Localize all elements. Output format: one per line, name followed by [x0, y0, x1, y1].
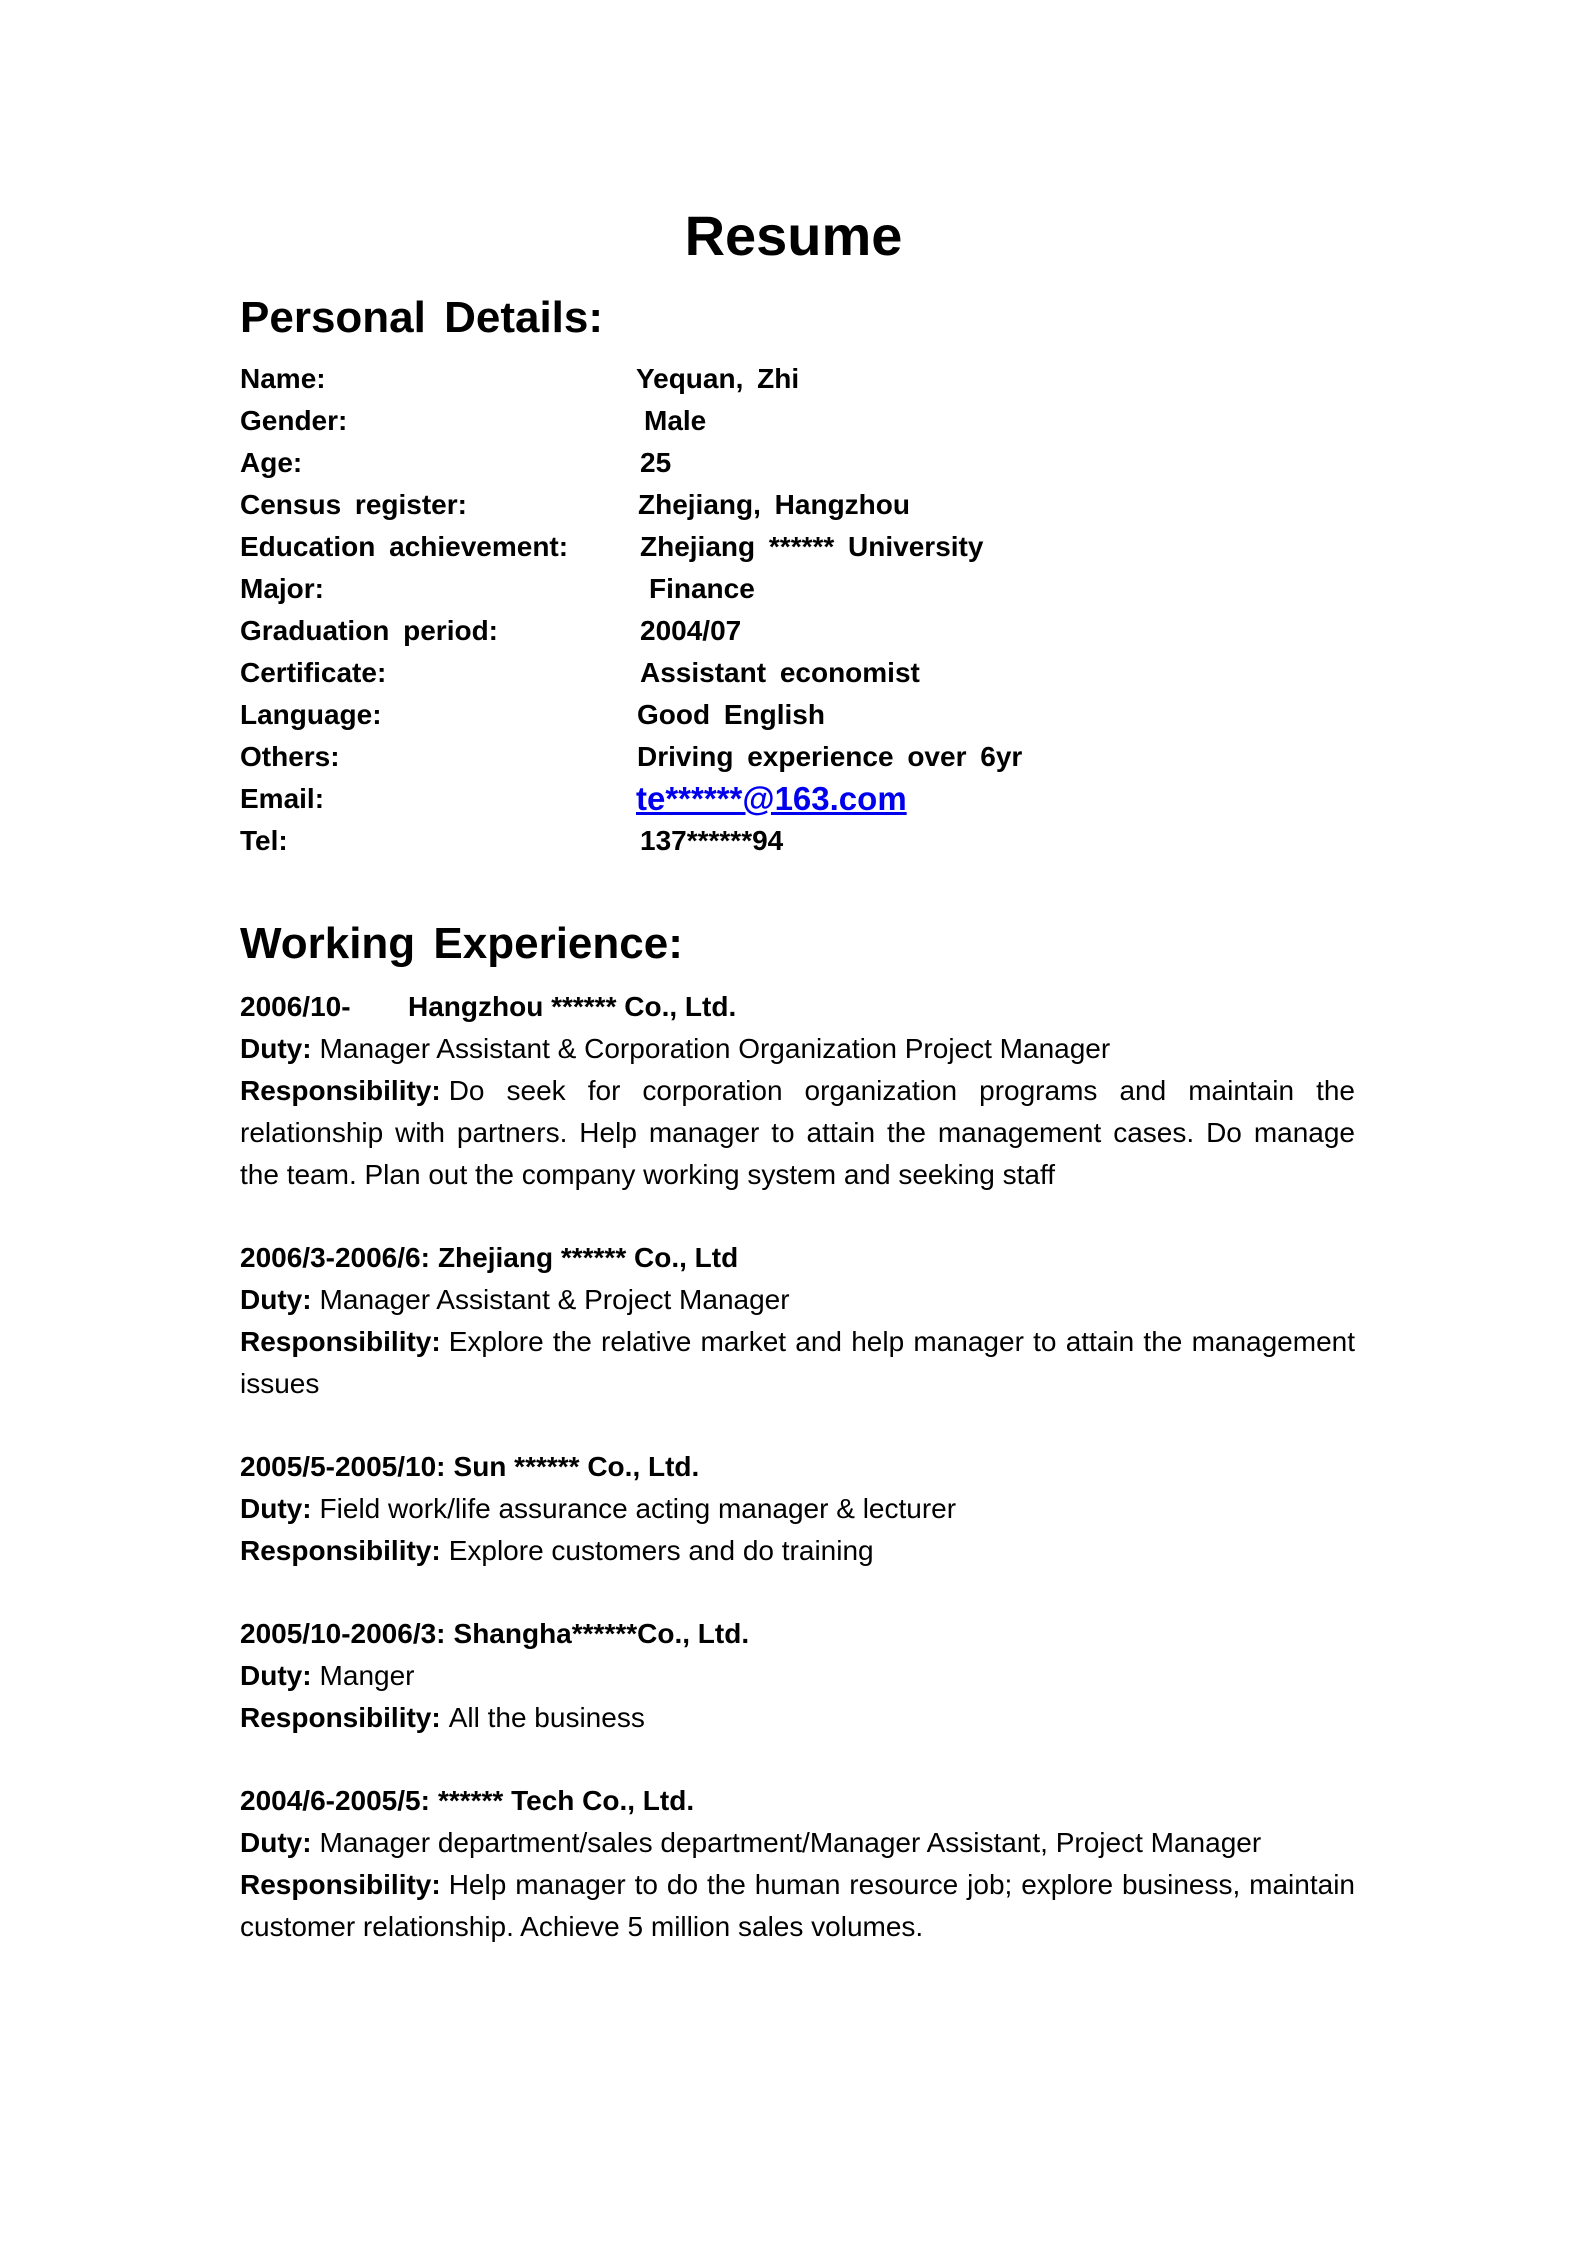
duty-label: Duty: — [240, 1493, 312, 1524]
detail-value: Driving experience over 6yr — [637, 741, 1023, 772]
job-period: 2005/5-2005/10: — [240, 1451, 446, 1482]
page-title: Resume — [684, 204, 903, 267]
duty-text: Manager department/sales department/Manager Assistant, Project Manager — [319, 1827, 1262, 1858]
personal-details-list — [240, 358, 1360, 862]
job-entry — [240, 1780, 1355, 1948]
detail-value: Zhejiang, Hangzhou — [638, 489, 910, 520]
detail-label: Graduation period: — [240, 615, 498, 646]
job-responsibility — [240, 1530, 1355, 1572]
job-entry — [240, 986, 1355, 1196]
working-experience-list — [240, 986, 1355, 1989]
detail-label: Email: — [240, 783, 325, 814]
duty-text: Field work/life assurance acting manager & lecturer — [319, 1493, 957, 1524]
responsibility-text: Do seek for corporation organization programs and maintain the relationship with partners. Help manager to attain the management cases. Do manage the team. Plan out the company working system and seeking staff — [240, 1075, 1355, 1190]
detail-label: Census register: — [240, 489, 467, 520]
responsibility-label: Responsibility: — [240, 1702, 441, 1733]
detail-label: Language: — [240, 699, 382, 730]
detail-label: Gender: — [240, 405, 348, 436]
detail-row-email — [240, 778, 1360, 820]
job-duty — [240, 1279, 1355, 1321]
detail-row-gender — [240, 400, 1360, 442]
detail-value: 2004/07 — [640, 615, 742, 646]
job-company: Zhejiang ****** Co., Ltd — [437, 1242, 739, 1273]
responsibility-text: Explore the relative market and help manager to attain the management issues — [240, 1326, 1355, 1399]
detail-label: Tel: — [240, 825, 288, 856]
responsibility-label: Responsibility: — [240, 1075, 441, 1106]
duty-text: Manager Assistant & Project Manager — [319, 1284, 790, 1315]
responsibility-text: All the business — [448, 1702, 645, 1733]
job-company: Shangha******Co., Ltd. — [453, 1618, 750, 1649]
job-responsibility — [240, 1697, 1355, 1739]
job-company: Hangzhou ****** Co., Ltd. — [408, 991, 737, 1022]
detail-row-name — [240, 358, 1360, 400]
job-responsibility — [240, 1864, 1355, 1948]
job-entry — [240, 1237, 1355, 1405]
responsibility-label: Responsibility: — [240, 1535, 441, 1566]
duty-label: Duty: — [240, 1827, 312, 1858]
detail-row-certificate — [240, 652, 1360, 694]
detail-row-census — [240, 484, 1360, 526]
detail-row-tel — [240, 820, 1360, 862]
duty-text: Manger — [319, 1660, 415, 1691]
detail-row-language — [240, 694, 1360, 736]
duty-label: Duty: — [240, 1033, 312, 1064]
working-experience-heading: Working Experience: — [240, 919, 683, 968]
responsibility-text: Explore customers and do training — [448, 1535, 874, 1566]
job-header — [240, 1613, 1355, 1655]
detail-value: Assistant economist — [640, 657, 920, 688]
detail-label: Major: — [240, 573, 324, 604]
job-entry — [240, 1613, 1355, 1739]
detail-value — [636, 778, 907, 822]
job-responsibility — [240, 1070, 1355, 1196]
job-duty — [240, 1488, 1355, 1530]
duty-text: Manager Assistant & Corporation Organization Project Manager — [319, 1033, 1111, 1064]
detail-value: Finance — [649, 573, 755, 604]
detail-value: Male — [644, 405, 707, 436]
duty-label: Duty: — [240, 1284, 312, 1315]
detail-label: Name: — [240, 363, 326, 394]
job-header — [240, 1446, 1355, 1488]
detail-value: Yequan, Zhi — [636, 363, 800, 394]
detail-value: Zhejiang ****** University — [640, 531, 984, 562]
personal-details-heading: Personal Details: — [240, 293, 604, 342]
job-period: 2005/10-2006/3: — [240, 1618, 446, 1649]
job-company: Sun ****** Co., Ltd. — [453, 1451, 700, 1482]
detail-row-education — [240, 526, 1360, 568]
job-period: 2004/6-2005/5: — [240, 1785, 430, 1816]
job-company: ****** Tech Co., Ltd. — [437, 1785, 695, 1816]
email-link[interactable]: te******@163.com — [636, 780, 907, 817]
responsibility-text: Help manager to do the human resource job; explore business, maintain customer relationship. Achieve 5 million sales volumes. — [240, 1869, 1355, 1942]
detail-label: Others: — [240, 741, 340, 772]
job-duty — [240, 1655, 1355, 1697]
job-period: 2006/3-2006/6: — [240, 1242, 430, 1273]
detail-row-age — [240, 442, 1360, 484]
job-responsibility — [240, 1321, 1355, 1405]
job-duty — [240, 1028, 1355, 1070]
job-period: 2006/10- — [240, 991, 351, 1022]
detail-value: 137******94 — [640, 825, 784, 856]
responsibility-label: Responsibility: — [240, 1869, 441, 1900]
detail-row-major — [240, 568, 1360, 610]
detail-label: Education achievement: — [240, 531, 569, 562]
detail-value: Good English — [637, 699, 825, 730]
responsibility-label: Responsibility: — [240, 1326, 441, 1357]
job-header — [240, 1237, 1355, 1279]
duty-label: Duty: — [240, 1660, 312, 1691]
detail-label: Age: — [240, 447, 303, 478]
detail-row-graduation — [240, 610, 1360, 652]
job-entry — [240, 1446, 1355, 1572]
detail-row-others — [240, 736, 1360, 778]
job-duty — [240, 1822, 1355, 1864]
job-header — [240, 986, 1355, 1028]
detail-value: 25 — [640, 447, 672, 478]
job-header — [240, 1780, 1355, 1822]
detail-label: Certificate: — [240, 657, 387, 688]
